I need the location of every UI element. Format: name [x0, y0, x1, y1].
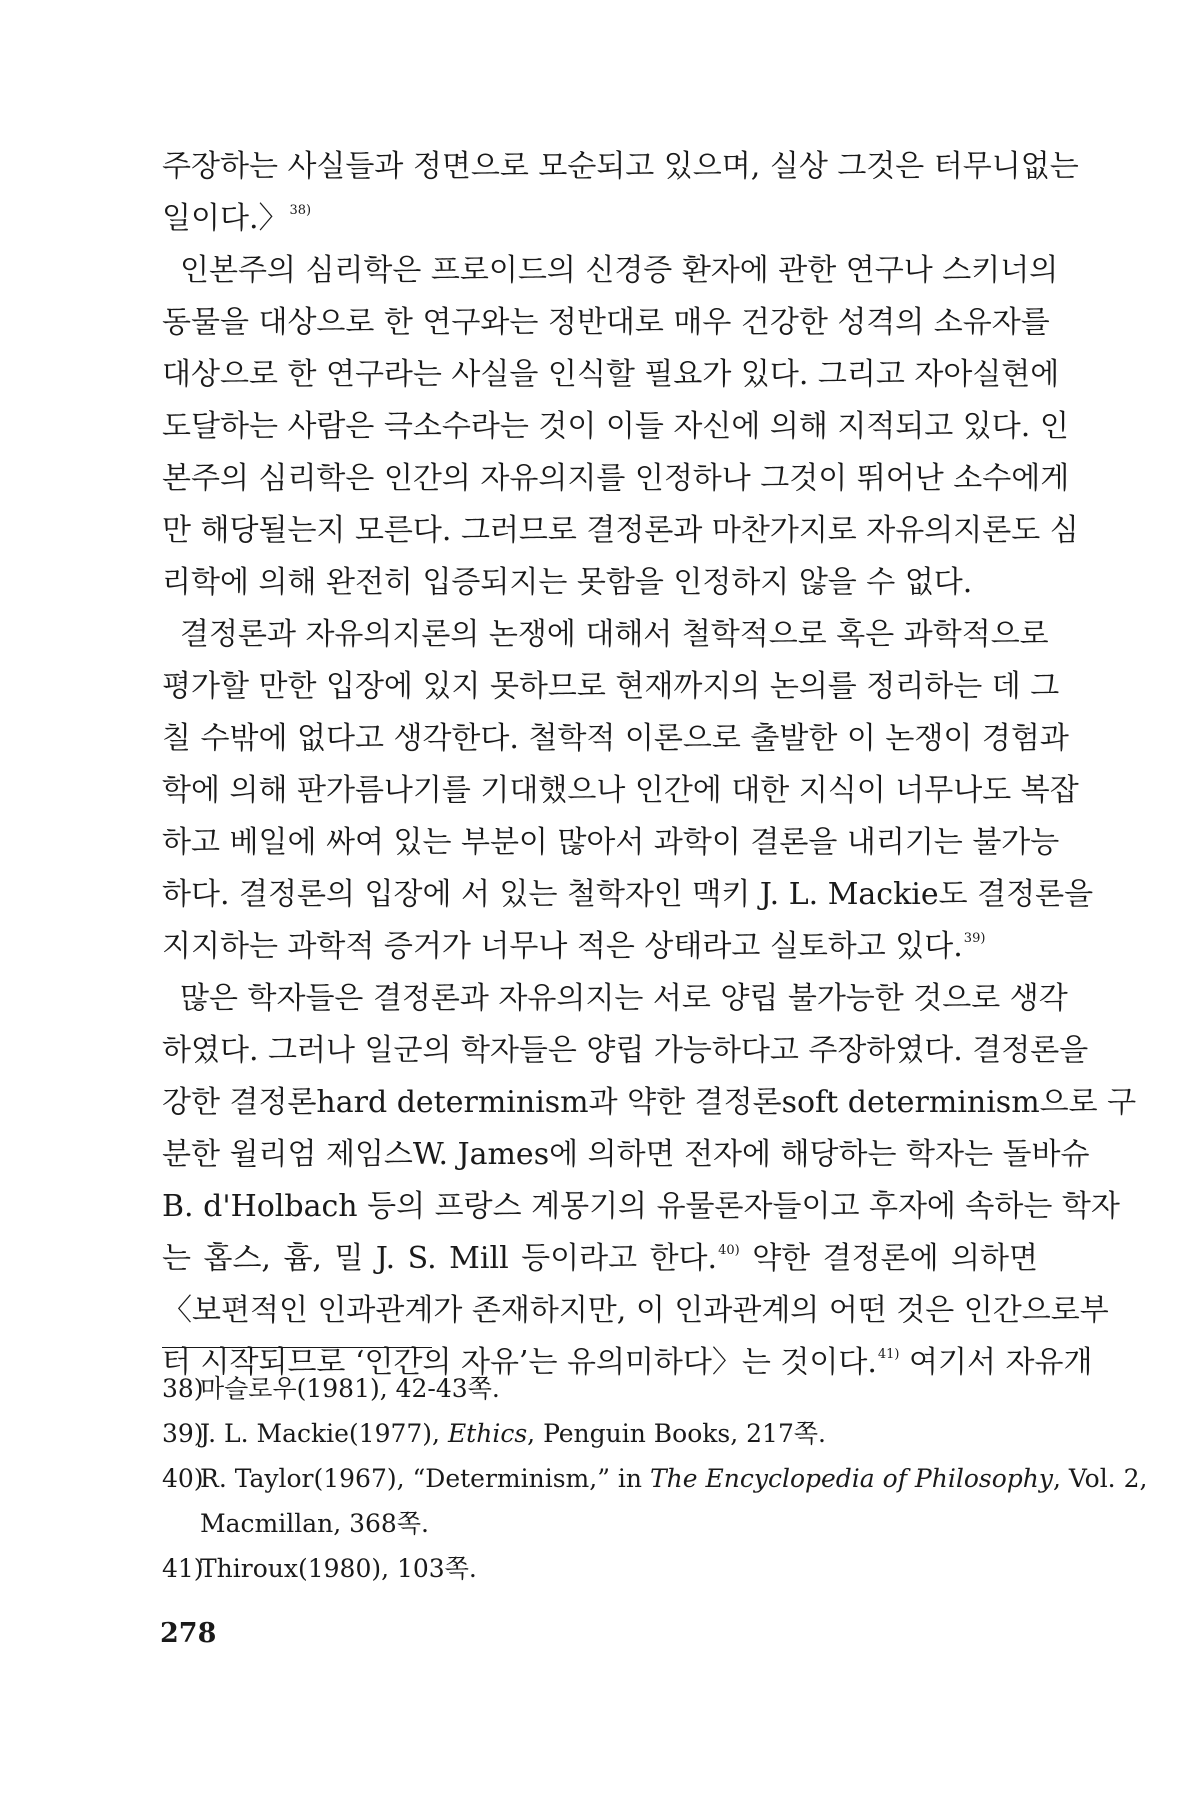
footnote-marker: 39) — [963, 931, 986, 946]
footnote-divider — [162, 1347, 432, 1348]
body-line-tail: 약한 결정론에 의하면 — [739, 1241, 1038, 1276]
body-line — [162, 245, 1059, 297]
body-line-text: 학에 의해 판가름나기를 기대했으나 인간에 대한 지식이 너무나도 복잡 — [162, 773, 1079, 808]
body-line — [162, 973, 1068, 1025]
body-line — [162, 557, 1038, 609]
footnote-title: The Encyclopedia of Philosophy — [649, 1464, 1053, 1493]
footnote — [162, 1456, 1148, 1501]
footnote-number: 41) — [162, 1554, 204, 1583]
body-line — [162, 1077, 1137, 1129]
body-line-text: 많은 학자들은 결정론과 자유의지는 서로 양립 불가능한 것으로 생각 — [180, 981, 1068, 1016]
body-line-text: 결정론과 자유의지론의 논쟁에 대해서 철학적으로 혹은 과학적으로 — [180, 617, 1049, 652]
footnote-text: R. Taylor(1967), “Determinism,” in — [200, 1464, 650, 1493]
footnote-marker: 40) — [718, 1243, 740, 1258]
footnote-marker: 41) — [877, 1347, 900, 1362]
body-line — [162, 713, 1069, 765]
body-line — [162, 1181, 1120, 1233]
body-line-text: 도달하는 사람은 극소수라는 것이 이들 자신에 의해 지적되고 있다. 인 — [162, 409, 1069, 444]
body-line-text: 〈보편적인 인과관계가 존재하지만, 이 인과관계의 어떤 것은 인간으로부 — [162, 1293, 1109, 1328]
body-line — [162, 765, 1079, 817]
body-line-text: 대상으로 한 연구라는 사실을 인식할 필요가 있다. 그리고 자아실현에 — [162, 357, 1060, 392]
footnote-number: 40) — [162, 1464, 204, 1493]
body-line-text: 일이다.〉 — [162, 201, 289, 236]
footnote — [162, 1546, 1042, 1591]
body-text — [162, 141, 1137, 1389]
body-line-text: 하였다. 그러나 일군의 학자들은 양립 가능하다고 주장하였다. 결정론을 — [162, 1033, 1089, 1068]
body-line — [162, 817, 1060, 869]
body-line-text: 지지하는 과학적 증거가 너무나 적은 상태라고 실토하고 있다. — [162, 929, 963, 964]
body-line — [162, 1129, 1090, 1181]
footnote-text: , Penguin Books, 217쪽. — [527, 1419, 826, 1448]
body-line-text: 인본주의 심리학은 프로이드의 신경증 환자에 관한 연구나 스키너의 — [180, 253, 1059, 288]
body-line-text: 하고 베일에 싸여 있는 부분이 많아서 과학이 결론을 내리기는 불가능 — [162, 825, 1060, 860]
body-line-text: B. d'Holbach 등의 프랑스 계몽기의 유물론자들이고 후자에 속하는 학자 — [162, 1189, 1120, 1224]
body-line — [162, 141, 1079, 193]
footnote-text: , Vol. 2, — [1052, 1464, 1148, 1493]
body-line-text: 는 홉스, 흄, 밀 J. S. Mill 등이라고 한다. — [162, 1241, 718, 1276]
footnote — [162, 1411, 1042, 1456]
body-line-text: 터 시작되므로 ‘인간의 자유’는 유의미하다〉는 것이다. — [162, 1345, 877, 1380]
body-line-text: 리학에 의해 완전히 입증되지는 못함을 인정하지 않을 수 없다. — [162, 565, 973, 600]
body-line-tail: 여기서 자유개 — [899, 1345, 1093, 1380]
body-line — [162, 297, 1050, 349]
body-line — [162, 453, 1070, 505]
body-line — [162, 661, 1060, 713]
body-line-text: 평가할 만한 입장에 있지 못하므로 현재까지의 논의를 정리하는 데 그 — [162, 669, 1060, 704]
body-line — [162, 193, 1038, 245]
footnote-text: 마슬로우(1981), 42-43쪽. — [200, 1374, 500, 1403]
footnote-text: Thiroux(1980), 103쪽. — [200, 1554, 477, 1583]
footnote-text: Macmillan, 368쪽. — [200, 1509, 429, 1538]
body-line — [162, 505, 1079, 557]
body-line — [162, 921, 1038, 973]
footnote-marker: 38) — [289, 203, 312, 218]
body-line — [162, 869, 1094, 921]
body-line — [162, 349, 1060, 401]
body-line-text: 강한 결정론hard determinism과 약한 결정론soft determinism으로 구 — [162, 1085, 1137, 1120]
footnotes — [162, 1366, 1148, 1591]
body-line — [162, 401, 1069, 453]
body-line-text: 하다. 결정론의 입장에 서 있는 철학자인 맥키 J. L. Mackie도 결정론을 — [162, 877, 1094, 912]
body-line-text: 본주의 심리학은 인간의 자유의지를 인정하나 그것이 뛰어난 소수에게 — [162, 461, 1070, 496]
body-line-text: 칠 수밖에 없다고 생각한다. 철학적 이론으로 출발한 이 논쟁이 경험과 — [162, 721, 1069, 756]
body-line-text: 주장하는 사실들과 정면으로 모순되고 있으며, 실상 그것은 터무니없는 — [162, 149, 1079, 184]
footnote-number: 38) — [162, 1374, 204, 1403]
body-line-text: 만 해당될는지 모른다. 그러므로 결정론과 마찬가지로 자유의지론도 심 — [162, 513, 1079, 548]
footnote — [162, 1366, 1042, 1411]
footnote-number: 39) — [162, 1419, 204, 1448]
page-number: 278 — [160, 1618, 217, 1649]
footnote-title: Ethics — [447, 1419, 528, 1448]
body-line — [162, 609, 1049, 661]
body-line-text: 분한 윌리엄 제임스W. James에 의하면 전자에 해당하는 학자는 돌바슈 — [162, 1137, 1090, 1172]
footnote-text: J. L. Mackie(1977), — [200, 1419, 448, 1448]
footnote — [162, 1501, 1042, 1546]
body-line-text: 동물을 대상으로 한 연구와는 정반대로 매우 건강한 성격의 소유자를 — [162, 305, 1050, 340]
body-line — [162, 1233, 1038, 1285]
body-line — [162, 1025, 1089, 1077]
body-line — [162, 1285, 1109, 1337]
